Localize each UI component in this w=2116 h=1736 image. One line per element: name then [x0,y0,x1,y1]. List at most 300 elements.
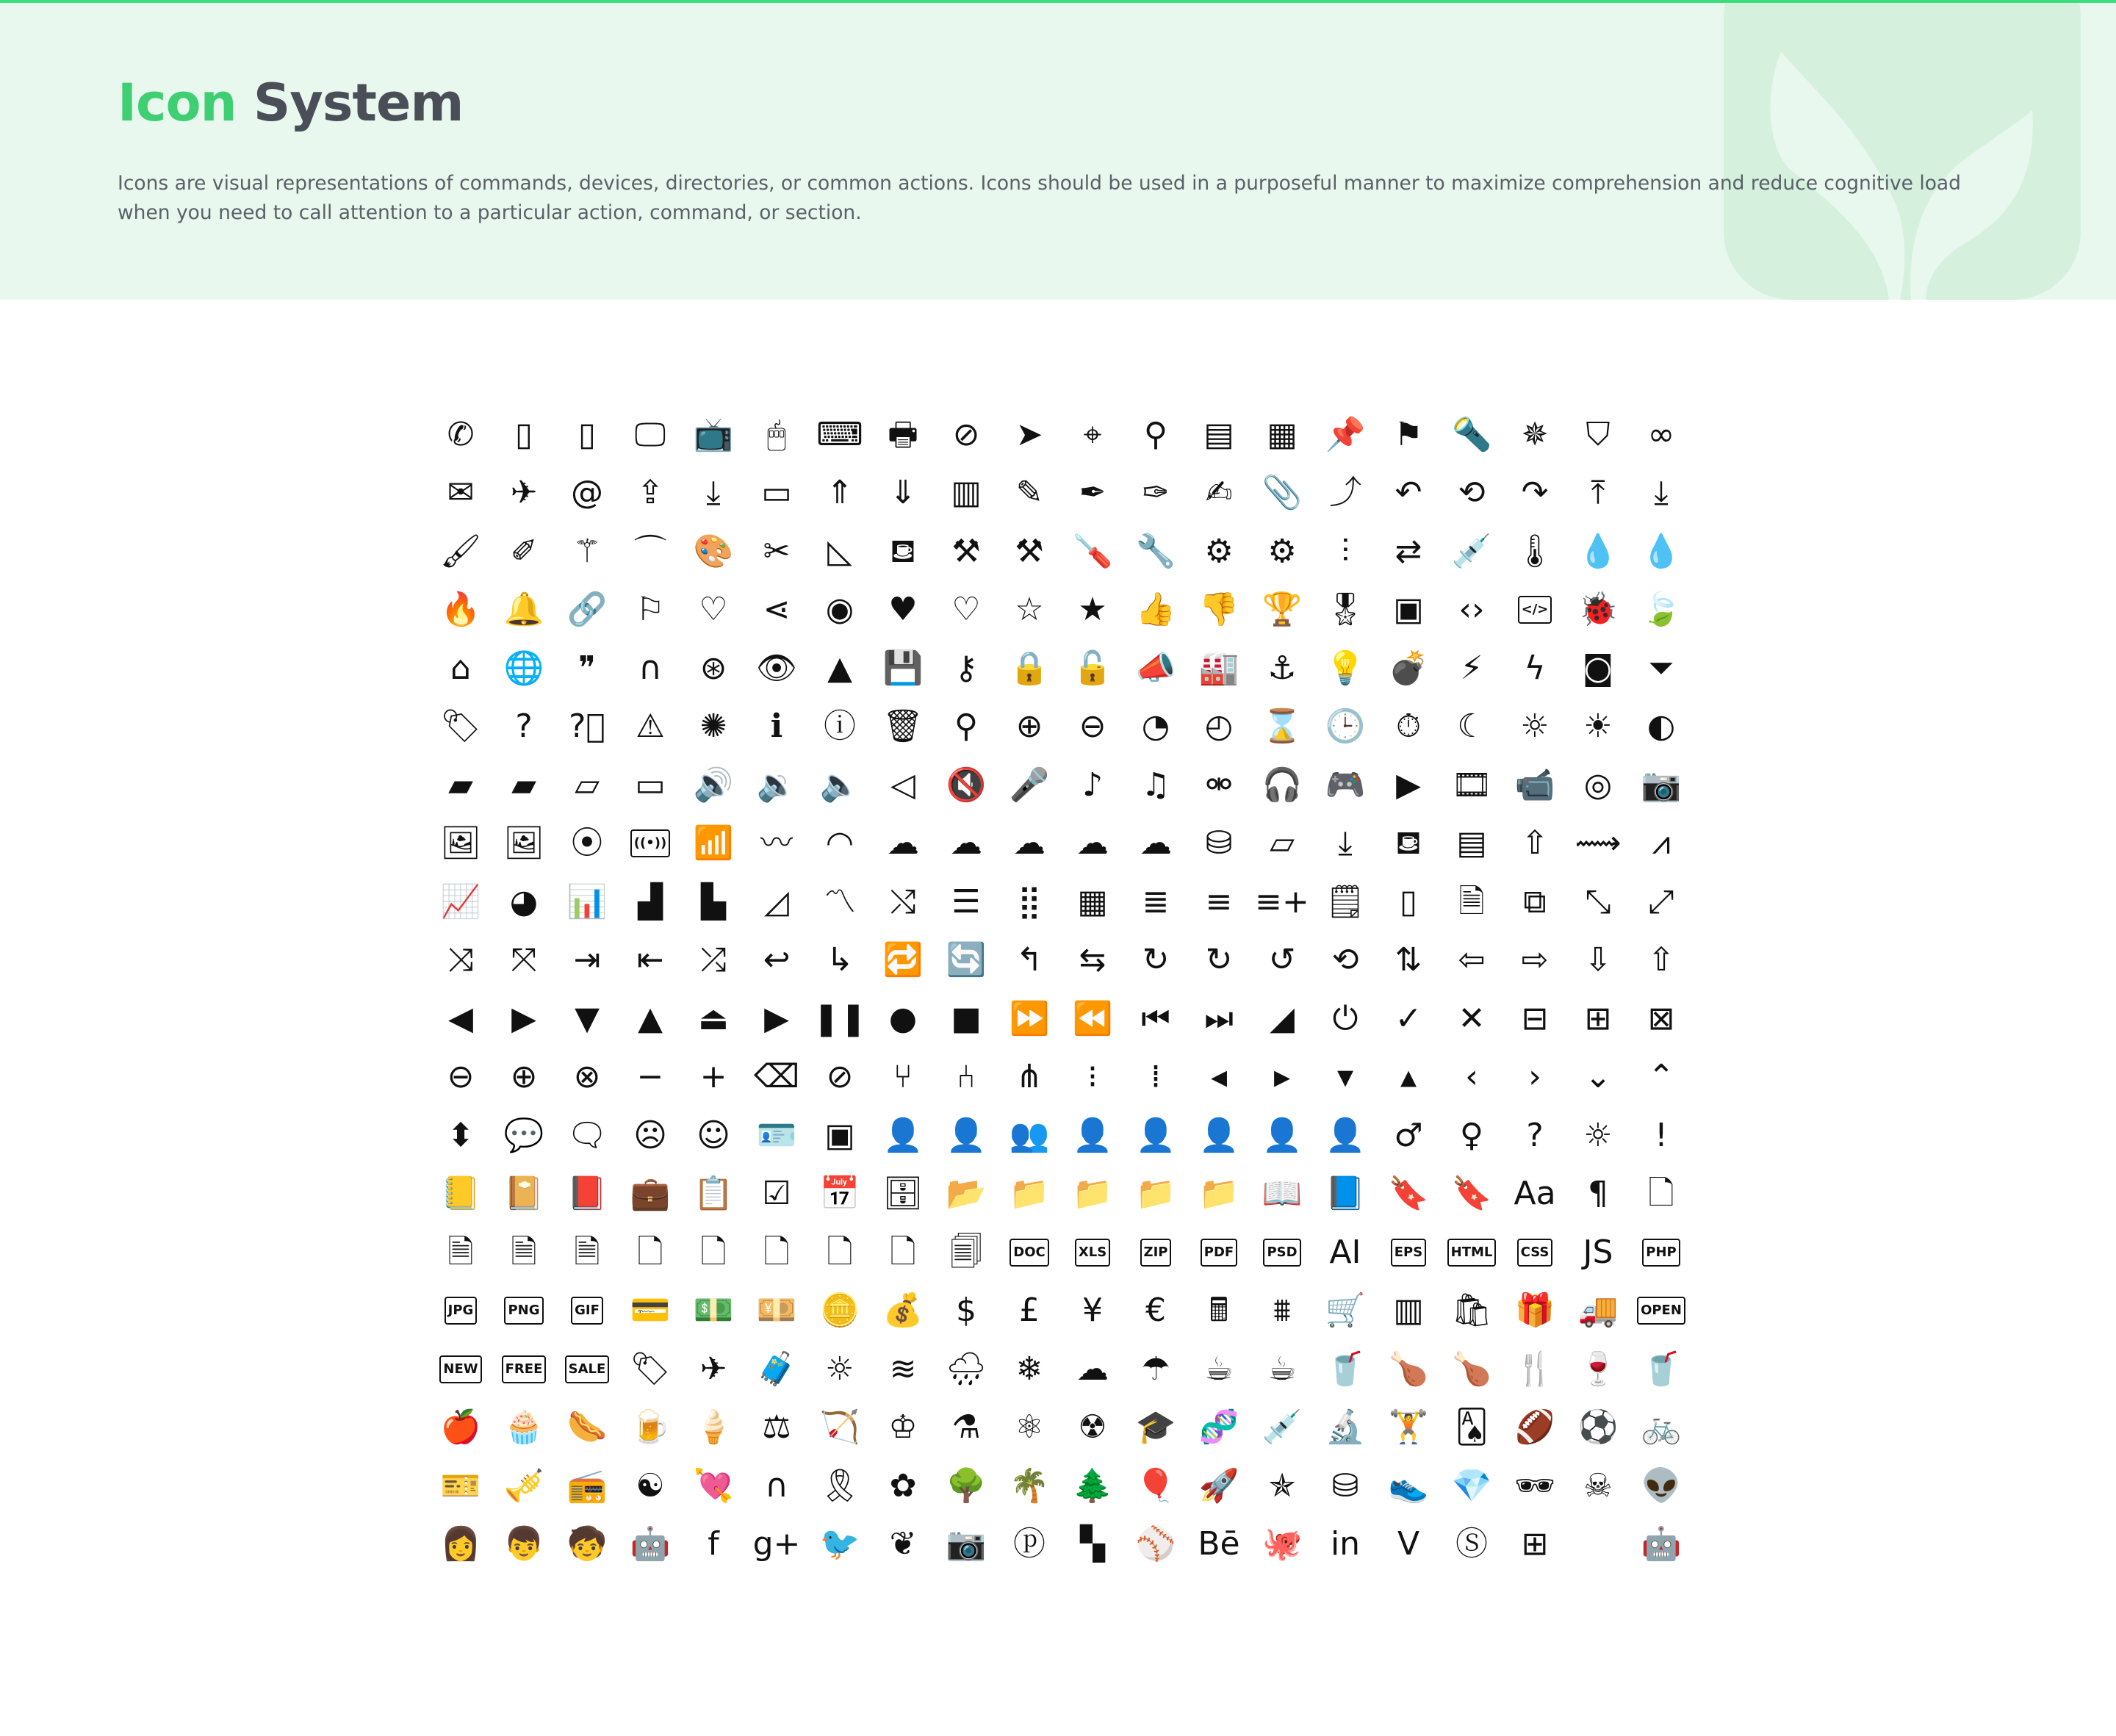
icon-cell [871,406,935,464]
address-book-icon: 📒 [440,1175,481,1213]
icon-cell [1377,815,1440,874]
archive-icon: ▥ [951,474,982,512]
smile-icon: ☺ [697,1116,730,1154]
user-suit-icon: 👤 [946,1116,987,1154]
turn-right-icon: ↳ [826,941,854,979]
icon-cell [619,1457,682,1516]
page-title-rest: System [236,73,464,133]
icon-cell [1187,698,1250,757]
icon-cell [1503,1165,1566,1224]
crosshair-icon: ⌖ [1083,415,1102,453]
eye-icon: 👁 [756,649,797,687]
icon-cell [1630,406,1693,464]
icon-cell [1061,406,1124,464]
eyedropper-icon: ✐ [510,532,538,570]
alien-icon: 👽 [1641,1466,1682,1505]
expand-all-icon: ⤧ [511,941,537,979]
desktop-icon: 🖵 [634,415,666,453]
icon-cell [935,406,998,464]
icon-cell [808,1048,871,1107]
search-icon: ⚲ [954,707,979,746]
share-icon: ⤴ [1329,474,1361,512]
badge-new-icon: NEW [439,1355,481,1383]
folder-open-icon: 📂 [946,1175,987,1213]
icon-cell [619,639,682,698]
settings-panel-icon: ⇄ [1395,532,1422,570]
icon-cell [998,990,1061,1048]
skip-back-icon: ⏮ [1141,999,1170,1037]
icon-cell [1124,1516,1187,1574]
pipe-icon: ⛁ [1331,1466,1359,1505]
file-doc-icon: DOC [1010,1239,1048,1267]
banknotes-icon: 💴 [756,1292,797,1330]
icon-cell [1377,1516,1440,1574]
download-icon: ⤓ [1654,474,1669,512]
file-xls-icon: XLS [1075,1239,1110,1267]
swap-icon: ⇆ [1079,941,1106,979]
question-icon: ? [515,707,533,746]
list-icon: ☰ [951,882,981,921]
soccer-ball-icon: ⚽ [1577,1408,1619,1447]
icon-cell [429,1106,492,1165]
icon-cell [745,815,808,874]
icon-cell [1566,464,1630,523]
file-export-icon: 🗋 [763,1233,790,1271]
icon-cell [1314,1048,1377,1107]
icon-cell [1061,1340,1124,1399]
volume-low-icon: 🔈 [819,766,860,804]
icon-cell [1566,1106,1630,1165]
page-header [0,0,2116,300]
envelope-icon: ✉ [447,474,475,512]
icon-cell [1250,522,1314,581]
icon-cell [1377,1165,1440,1224]
icon-cell [492,1516,555,1574]
cogs-icon: ⚙ [1204,532,1234,570]
football-icon: 🏈 [1514,1408,1555,1447]
icon-cell [1061,990,1124,1048]
sun-small-icon: ☀ [1583,707,1613,746]
icon-cell [1566,873,1630,932]
wind-icon: ≋ [889,1350,917,1388]
icon-cell [998,1399,1061,1458]
icon-cell [492,756,555,815]
icon-cell [1314,756,1377,815]
drop-icon: 💧 [1641,532,1682,570]
icon-cell [935,522,998,581]
icon-cell [935,1106,998,1165]
icon-cell [745,756,808,815]
icon-cell [1187,1223,1250,1282]
icon-cell [745,1457,808,1516]
git-line-icon: ⁝ [1087,1058,1098,1096]
abacus-icon: ⩩ [1273,1292,1291,1330]
paperclip-icon: 📎 [1262,474,1303,512]
icon-cell [998,639,1061,698]
icon-cell [1061,756,1124,815]
icon-cell [555,1282,619,1341]
icon-cell [808,406,871,464]
icon-cell [682,1282,745,1341]
icon-cell [1566,581,1630,640]
icon-cell [1124,1048,1187,1107]
cloud-bolt-icon: ☁ [1013,824,1046,862]
yin-yang-icon: ☯ [636,1466,665,1505]
factory-icon: 🏭 [1198,649,1239,687]
icon-cell [808,1165,871,1224]
icon-cell [1187,1340,1250,1399]
icon-cell [1630,639,1693,698]
vector-icon: ⌒ [634,532,666,570]
icon-cell [682,698,745,757]
icon-cell [871,1223,935,1282]
feather-icon: ✑ [1142,474,1170,512]
outlet-icon: ◙ [1582,649,1614,687]
file-js-icon: JS [1583,1233,1613,1271]
font-icon: Aa [1514,1175,1556,1213]
icon-cell [745,464,808,523]
icon-cell [619,1165,682,1224]
clipboard-icon: 📋 [693,1175,734,1213]
icon-cell [1440,1340,1503,1399]
film-icon: 🎞 [1451,766,1492,804]
icon-cell [1187,522,1250,581]
icon-cell [1314,1165,1377,1224]
icon-cell [555,1457,619,1516]
icon-cell [1566,1340,1630,1399]
icon-cell [492,932,555,990]
file-jpg-icon: JPG [445,1297,478,1325]
headphones-icon: 🎧 [1262,766,1303,804]
battery-full-icon: ▰ [448,766,473,804]
icon-cell [1630,1106,1693,1165]
heart-filled-icon: ♥ [888,591,918,629]
icon-cell [492,522,555,581]
icon-cell [1566,815,1630,874]
icon-cell [871,1516,935,1574]
icon-cell [1377,698,1440,757]
icon-cell [619,932,682,990]
male-icon: ♂ [1394,1116,1423,1154]
icon-cell [1061,932,1124,990]
trophy-icon: 🏆 [1262,591,1303,629]
takeaway-cup-icon: 🥤 [1325,1350,1366,1388]
icon-cell [555,464,619,523]
icon-cell [1187,932,1250,990]
paint-bucket-icon: ⛾ [890,532,916,570]
icon-cell [1503,1106,1566,1165]
battery-empty-icon: ▭ [635,766,666,804]
head-alert-icon: ! [1655,1116,1668,1154]
icon-cell [745,1106,808,1165]
trumpet-icon: 🎺 [503,1466,544,1505]
list-add-icon: ≡+ [1255,882,1309,921]
icon-cell [555,932,619,990]
icon-cell [1187,756,1250,815]
icon-cell [1440,698,1503,757]
dumbbell-icon: 🏋 [1388,1408,1429,1447]
icon-cell [429,873,492,932]
icon-cell [1566,1457,1630,1516]
check-icon: ✓ [1395,999,1422,1037]
inbox-download-icon: ⤓ [706,474,721,512]
heartbeat-icon: 〽 [824,882,856,921]
icon-cell [808,698,871,757]
plus-square-icon: ⊞ [1584,999,1612,1037]
icon-cell [1377,522,1440,581]
file-edit-icon: 🗎 [574,1233,600,1271]
pound-icon: £ [1019,1292,1040,1330]
rss-icon: 〰 [760,824,793,862]
icon-cell [1377,873,1440,932]
icon-cell [1566,1399,1630,1458]
user-remove-icon: 👤 [1135,1116,1176,1154]
icon-cell [1566,1516,1630,1574]
id-card-icon: 🪪 [756,1116,797,1154]
icon-cell [492,1399,555,1458]
icon-cell [1314,1457,1377,1516]
icon-cell [808,581,871,640]
calculator-icon: 🖩 [1209,1292,1229,1330]
icon-cell [429,522,492,581]
avatar-boy-icon: 👦 [503,1525,544,1563]
icon-cell [935,1223,998,1282]
icon-cell [1630,1457,1693,1516]
folder-remove-icon: 📁 [1072,1175,1113,1213]
turn-left-icon: ↰ [1015,941,1043,979]
fast-forward-icon: ⏩ [1009,999,1050,1037]
icon-cell [1061,1399,1124,1458]
icon-cell [935,1048,998,1107]
icon-cell [871,990,935,1048]
icon-cell [619,990,682,1048]
icon-cell [1314,1399,1377,1458]
icon-cell [1250,1223,1314,1282]
caret-right-icon: ▸ [1273,1058,1291,1096]
book-open-icon: 📖 [1262,1175,1303,1213]
chevron-up-icon: ⌃ [1647,1058,1675,1096]
trash-icon: 🗑 [882,707,924,746]
umbrella-icon: ☂ [1141,1350,1170,1388]
icon-cell [1440,1165,1503,1224]
icon-cell [429,1340,492,1399]
magnet-icon: ∩ [638,649,663,687]
pushpin-icon: 📌 [1325,415,1366,453]
icon-cell [871,815,935,874]
code-icon: ‹› [1458,591,1485,629]
icon-cell [492,1340,555,1399]
google-plus-icon: g+ [752,1525,801,1563]
box-download-icon: ⇓ [889,474,917,512]
icon-cell [1124,932,1187,990]
icon-cell [429,1457,492,1516]
ice-cream-icon: 🍦 [693,1408,734,1447]
icon-cell [745,639,808,698]
icon-cell [1630,756,1693,815]
icon-cell [1630,1223,1693,1282]
icon-cell [1187,1106,1250,1165]
contact-card-icon: ▣ [824,1116,855,1154]
icon-cell [682,406,745,464]
icon-cell [1061,522,1124,581]
coins-icon: 🪙 [819,1292,860,1330]
user-add-icon: 👤 [1072,1116,1113,1154]
scales-icon: ⚖ [762,1408,791,1447]
undo-icon: ↺ [1268,941,1296,979]
icon-cell [1124,406,1187,464]
caret-left-icon: ◂ [1210,1058,1228,1096]
pie-chart-icon: ◕ [509,882,539,921]
compass-rose-icon: ✵ [1521,415,1549,453]
icon-cell [682,873,745,932]
icon-cell [1440,1223,1503,1282]
user-list-icon: 👤 [1325,1116,1366,1154]
battery-half-icon: ▰ [511,766,536,804]
sort-icon: ⇅ [1395,941,1422,979]
icon-cell [808,639,871,698]
file-gif-icon: GIF [571,1297,603,1325]
palette-icon: 🎨 [693,532,734,570]
icon-cell [935,756,998,815]
icon-cell [935,1165,998,1224]
icon-cell [1377,581,1440,640]
icon-cell [935,581,998,640]
az-book-icon: 📕 [566,1175,608,1213]
menu-icon: ≡ [1205,882,1233,921]
icon-cell [1503,1399,1566,1458]
badge-sale-icon: SALE [565,1355,610,1383]
icon-cell [871,1048,935,1107]
icon-cell [1314,1340,1377,1399]
icon-cell [619,581,682,640]
page-title [118,68,463,138]
cloud-sync-icon: ☁ [950,824,982,862]
infinity-icon: ∞ [1647,415,1675,453]
funnel-icon: ⏷ [1648,649,1674,687]
icon-cell [808,1399,871,1458]
icon-cell [935,815,998,874]
icon-cell [808,873,871,932]
cog-icon: ⚙ [1267,532,1297,570]
stopwatch-icon: ⏱ [1395,707,1422,746]
icon-cell [429,756,492,815]
money-bag-icon: 💰 [882,1292,924,1330]
drive-download-icon: ⤓ [1338,824,1353,862]
speed-icon: ◔ [1141,707,1170,746]
icon-cell [1187,406,1250,464]
lightbulb-icon: 💡 [1325,649,1366,687]
icon-cell [1061,639,1124,698]
android-icon: 🤖 [1641,1525,1682,1563]
line-chart-icon: 📈 [440,882,481,921]
flag-icon: ⚐ [636,591,665,629]
icon-cell [998,698,1061,757]
file-pdf-icon: PDF [1201,1239,1237,1267]
hammer-wrench-icon: ⚒ [1015,532,1044,570]
icon-cell [1314,639,1377,698]
icon-cell [935,639,998,698]
icon-cell [1250,1399,1314,1458]
icon-cell [1250,1165,1314,1224]
map-alt-icon: ▦ [1267,415,1298,453]
bell-icon: 🔔 [503,591,544,629]
icon-cell [1630,1340,1693,1399]
icon-cell [1440,756,1503,815]
video-camera-icon: 📹 [1514,766,1555,804]
icon-cell [1314,581,1377,640]
icon-cell [1503,1223,1566,1282]
apple-fruit-icon: 🍎 [440,1408,481,1447]
icon-cell [808,815,871,874]
icon-cell [1566,1223,1630,1282]
icon-cell [1440,464,1503,523]
router-icon: 📶 [693,824,734,862]
icon-cell [745,1048,808,1107]
star-filled-icon: ★ [1078,591,1107,629]
icon-cell [492,815,555,874]
wine-glass-icon: 🍷 [1577,1350,1619,1388]
document-blank-icon: ▯ [1399,882,1418,921]
icon-cell [619,756,682,815]
icon-cell [1566,639,1630,698]
icon-cell [1377,1106,1440,1165]
icon-cell [808,1223,871,1282]
gift-icon: 🎁 [1514,1292,1555,1330]
icon-cell [1503,815,1566,874]
icon-cell [1250,464,1314,523]
bow-arrow-icon: 🏹 [819,1408,860,1447]
icon-cell [998,1282,1061,1341]
forbidden-icon: ⊘ [826,1058,854,1096]
icon-cell [1250,1457,1314,1516]
at-icon: @ [571,474,603,512]
icon-cell [1124,522,1187,581]
bug-icon: 🐞 [1577,591,1619,629]
roast-chicken-icon: 🍗 [1388,1350,1429,1388]
undo-loop-icon: ↩ [763,941,791,979]
anchor-icon: ⚓ [1267,649,1297,687]
icon-cell [1377,464,1440,523]
file-chart-icon: 🗋 [700,1233,727,1271]
icon-cell [745,873,808,932]
git-compare-icon: ⁞ [1151,1058,1161,1096]
icon-cell [998,756,1061,815]
pine-tree-icon: 🌲 [1072,1466,1113,1505]
icon-cell [998,1165,1061,1224]
icon-cell [1314,522,1377,581]
icon-cell [935,932,998,990]
head-question-icon: ? [1526,1116,1544,1154]
icon-cell [871,581,935,640]
paper-plane-icon: ✈ [510,474,538,512]
icon-cell [998,1223,1061,1282]
icon-cell [1503,406,1566,464]
icon-cell [1061,581,1124,640]
globe-icon: 🌐 [503,649,544,687]
icon-cell [1377,1457,1440,1516]
drumstick-icon: 🍗 [1451,1350,1492,1388]
icon-cell [1124,815,1187,874]
icon-cell [1503,639,1566,698]
icon-cell [555,1106,619,1165]
book-bookmark-icon: 📘 [1325,1175,1366,1213]
github-icon: 🐙 [1262,1525,1303,1563]
file-css-icon: CSS [1517,1239,1553,1267]
shield-icon: ⛉ [1586,415,1611,453]
moon-icon: ☾ [1457,707,1486,746]
video-file-icon: ▶ [1396,766,1421,804]
sun-icon: ☼ [1520,707,1550,746]
